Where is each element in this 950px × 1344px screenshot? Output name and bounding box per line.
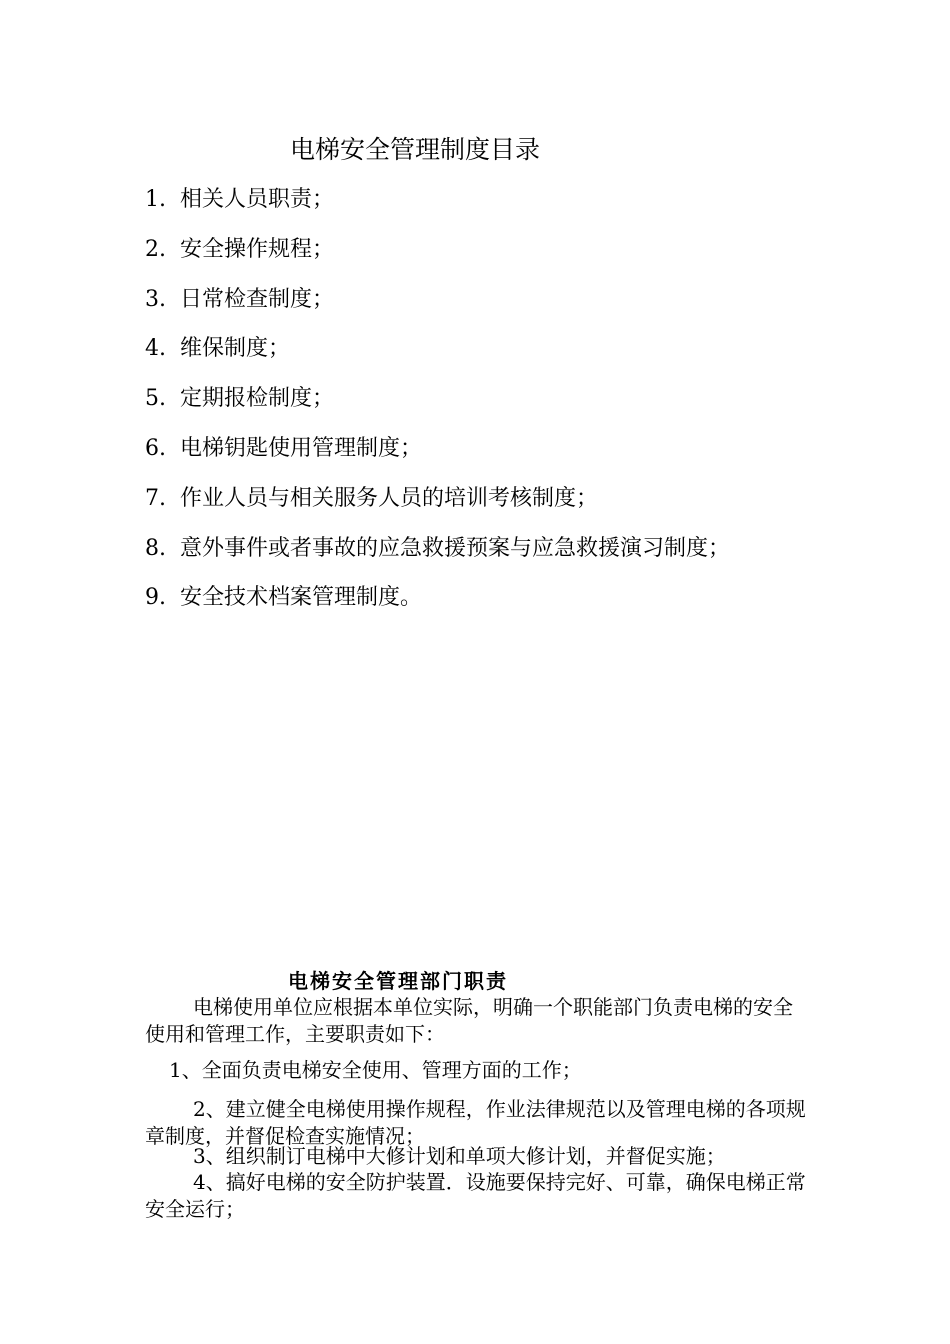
toc-item	[145, 578, 730, 628]
toc-item-number: 7.	[145, 485, 166, 511]
toc-item-text: 维保制度；	[180, 336, 291, 362]
toc-item-text: 定期报检制度；	[180, 386, 335, 412]
toc-item-number: 6.	[145, 435, 166, 461]
toc-list	[145, 180, 730, 628]
toc-item-text: 安全技术档案管理制度。	[180, 585, 423, 611]
toc-item-text: 意外事件或者事故的应急救援预案与应急救援演习制度；	[180, 535, 731, 561]
toc-item	[145, 529, 730, 579]
duty-item: 3、组织制订电梯中大修计划和单项大修计划，并督促实施；	[193, 1144, 726, 1168]
toc-item	[145, 379, 730, 429]
toc-item-text: 作业人员与相关服务人员的培训考核制度；	[180, 485, 599, 511]
toc-title: 电梯安全管理制度目录	[290, 135, 541, 164]
toc-item-text: 安全操作规程；	[180, 236, 335, 262]
toc-item-number: 8.	[145, 535, 166, 561]
toc-item-text: 电梯钥匙使用管理制度；	[180, 435, 423, 461]
toc-item-number: 9.	[145, 585, 166, 611]
section-intro: 电梯使用单位应根据本单位实际，明确一个职能部门负责电梯的安全使用和管理工作，主要职责如下：	[145, 995, 793, 1046]
toc-item	[145, 180, 730, 230]
toc-item	[145, 429, 730, 479]
toc-item	[145, 479, 730, 529]
toc-item-text: 日常检查制度；	[180, 286, 335, 312]
toc-item-number: 5.	[145, 386, 166, 412]
toc-item-number: 1.	[145, 187, 166, 212]
toc-item-number: 3.	[145, 286, 166, 312]
toc-item	[145, 280, 730, 330]
duty-item: 2、建立健全电梯使用操作规程，作业法律规范以及管理电梯的各项规章制度，并督促检查实施情况；	[145, 1097, 806, 1148]
duty-item: 4、搞好电梯的安全防护装置．设施要保持完好、可靠，确保电梯正常安全运行；	[145, 1170, 806, 1221]
toc-item-number: 4.	[145, 336, 166, 362]
toc-item-number: 2.	[145, 236, 166, 262]
toc-item	[145, 230, 730, 280]
section-title: 电梯安全管理部门职责	[288, 969, 508, 993]
duty-item: 1、全面负责电梯安全使用、管理方面的工作；	[169, 1058, 582, 1082]
toc-item-text: 相关人员职责；	[180, 187, 335, 212]
toc-item	[145, 329, 730, 379]
